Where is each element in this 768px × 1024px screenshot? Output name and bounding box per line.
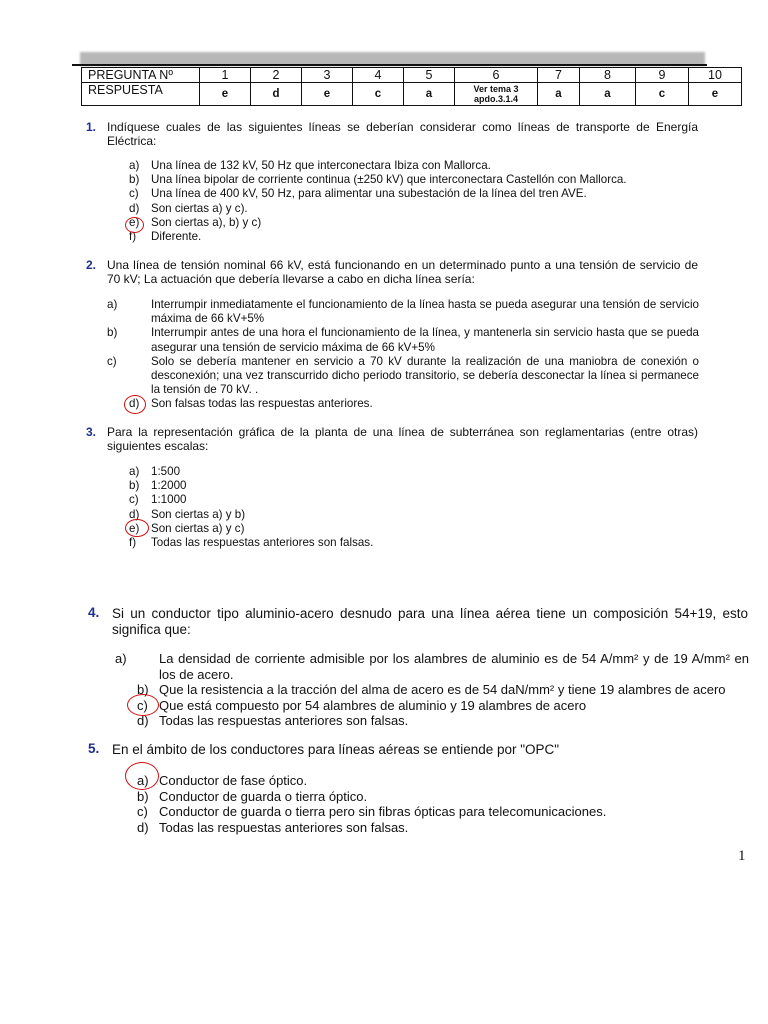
option [137, 789, 749, 805]
option [137, 820, 749, 836]
option-text: Una línea bipolar de corriente continua (±250 kV) que interconectara Castellón con Mallorca. [151, 173, 627, 187]
option [107, 326, 699, 354]
page-number: 1 [738, 848, 746, 864]
answer-circle-mark [125, 762, 159, 790]
option-text: Son falsas todas las respuestas anteriores. [151, 397, 373, 411]
table-cell: 8 [580, 68, 636, 83]
question-number: 4. [88, 605, 100, 620]
answer-circle-mark [127, 694, 159, 716]
option-text: La densidad de corriente admisible por los alambres de aluminio es de 54 A/mm² y de 19 A/mm² en los de acero. [159, 651, 749, 682]
option-letter: a) [137, 773, 149, 788]
option-letter: c) [129, 187, 139, 201]
answer-circle-mark [125, 217, 144, 233]
table-cell: a [580, 83, 636, 106]
option-letter: d) [129, 201, 140, 215]
table-cell: 6 [455, 68, 538, 83]
option-letter: d) [137, 819, 149, 835]
option-text: Interrumpir antes de una hora el funcionamiento de la línea, y mantenerla sin servicio hasta que se pueda asegurar una tensión de servicio máxima de 66 kV+5% [151, 326, 699, 354]
option [129, 187, 699, 201]
option-letter: b) [137, 788, 149, 804]
option-letter: c) [107, 354, 117, 368]
option-text: 1:500 [151, 465, 181, 478]
option [129, 216, 699, 230]
option-text: Son ciertas a), b) y c) [151, 215, 262, 229]
table-cell: c [636, 83, 689, 106]
answer-circle-mark [125, 519, 149, 537]
option-letter: a) [129, 465, 140, 478]
option-letter: c) [129, 493, 139, 507]
option-text: Conductor de guarda o tierra óptico. [159, 788, 368, 804]
table-cell: e [200, 83, 251, 106]
option-text: Que está compuesto por 54 alambres de aluminio y 19 alambres de acero [159, 697, 587, 713]
option [137, 682, 749, 698]
table-cell: 5 [404, 68, 455, 83]
option-text: Todas las respuestas anteriores son falsas. [151, 536, 374, 550]
option-text: Son ciertas a) y c). [151, 201, 248, 215]
question-number: 1. [86, 120, 97, 134]
option-text: Son ciertas a) y b) [151, 507, 246, 521]
option-list [137, 773, 749, 835]
row-label: RESPUESTA [82, 83, 200, 106]
table-cell: a [404, 83, 455, 106]
option [129, 465, 699, 479]
option-letter: d) [137, 713, 149, 728]
header-rule [72, 64, 707, 66]
table-cell: Ver tema 3 apdo.3.1.4 [455, 83, 538, 106]
option-text: 1:1000 [151, 493, 187, 507]
option [129, 159, 699, 173]
option-text: Solo se debería mantener en servicio a 70 kV durante la realización de una maniobra de conexión o desconexión; una vez transcurrido dicho periodo transitorio, se debería desconectar la línea si permanece la tensión de 70 kV. . [151, 354, 699, 397]
option-list [129, 159, 699, 244]
option [137, 773, 749, 789]
answer-row [82, 83, 742, 106]
question-text: Para la representación gráfica de la planta de una línea de subterránea son reglamentarias (entre otras) siguientes escalas: [107, 425, 698, 453]
question-text: Una línea de tensión nominal 66 kV, está funcionando en un determinado punto a una tensión de servicio de 70 kV; La actuación que debería llevarse a cabo en dicha línea sería: [107, 258, 698, 286]
option-letter: a) [129, 159, 140, 172]
table-cell: e [689, 83, 742, 106]
option-text: Que la resistencia a la tracción del alma de acero es de 54 daN/mm² y tiene 19 alambres de acero [159, 682, 726, 697]
option-text: Diferente. [151, 230, 202, 244]
question-number: 3. [86, 425, 97, 439]
option [137, 698, 749, 714]
question-text: Indíquese cuales de las siguientes líneas se deberían considerar como líneas de transporte de Energía Eléctrica: [107, 120, 698, 148]
question-text: Si un conductor tipo aluminio-acero desnudo para una línea aérea tiene un composición 54+19, esto significa que: [112, 606, 748, 637]
table-cell: 1 [200, 68, 251, 83]
option-letter: c) [137, 804, 148, 819]
option-letter: c) [137, 697, 148, 713]
option-letter: b) [137, 682, 149, 697]
option-letter: b) [107, 326, 118, 340]
table-cell: e [302, 83, 353, 106]
question-number: 2. [86, 258, 97, 272]
option-letter: f) [129, 230, 137, 244]
option-list [107, 298, 699, 412]
option-list [129, 465, 699, 550]
option-list [115, 651, 749, 729]
option [129, 230, 699, 244]
option-text: Una línea de 132 kV, 50 Hz que interconectara Ibiza con Mallorca. [151, 159, 491, 172]
option [137, 804, 749, 820]
table-cell: 2 [251, 68, 302, 83]
table-cell: c [353, 83, 404, 106]
table-cell: 7 [538, 68, 580, 83]
option [129, 202, 699, 216]
option [129, 173, 699, 187]
option-letter: a) [107, 298, 118, 311]
option [107, 298, 699, 326]
option-letter: b) [129, 173, 140, 187]
option-text: Son ciertas a) y c) [151, 521, 245, 535]
option-text: Conductor de guarda o tierra pero sin fibras ópticas para telecomunicaciones. [159, 804, 607, 819]
option [129, 397, 699, 411]
table-cell: 9 [636, 68, 689, 83]
option-letter: e) [129, 215, 140, 229]
table-cell: 10 [689, 68, 742, 83]
option-letter: a) [115, 651, 127, 666]
option [107, 354, 699, 398]
option-text: Conductor de fase óptico. [159, 773, 308, 788]
option-letter: d) [129, 507, 140, 521]
option [129, 522, 699, 536]
option-letter: d) [129, 397, 140, 411]
option-letter: f) [129, 536, 137, 550]
option-text: Una línea de 400 kV, 50 Hz, para alimentar una subestación de la línea del tren AVE. [151, 187, 587, 201]
question-number: 5. [88, 741, 100, 756]
row-label: PREGUNTA Nº [82, 68, 200, 83]
table-cell: d [251, 83, 302, 106]
option [129, 493, 699, 507]
option [129, 536, 699, 550]
option [115, 651, 749, 682]
option [129, 508, 699, 522]
option [129, 479, 699, 493]
answer-circle-mark [124, 395, 146, 414]
option-text: 1:2000 [151, 479, 187, 493]
answer-key-table [81, 67, 742, 106]
table-cell: 3 [302, 68, 353, 83]
question-text: En el ámbito de los conductores para líneas aéreas se entiende por "OPC" [112, 742, 560, 757]
option-text: Todas las respuestas anteriores son falsas. [159, 819, 409, 835]
table-cell: a [538, 83, 580, 106]
option-text: Interrumpir inmediatamente el funcionamiento de la línea hasta se pueda asegurar una tensión de servicio máxima de 66 kV+5% [151, 298, 699, 326]
option-text: Todas las respuestas anteriores son falsas. [159, 713, 409, 728]
table-cell: 4 [353, 68, 404, 83]
question-number-row [82, 68, 742, 83]
option-letter: b) [129, 479, 140, 493]
option-letter: e) [129, 521, 140, 535]
option [137, 713, 749, 729]
